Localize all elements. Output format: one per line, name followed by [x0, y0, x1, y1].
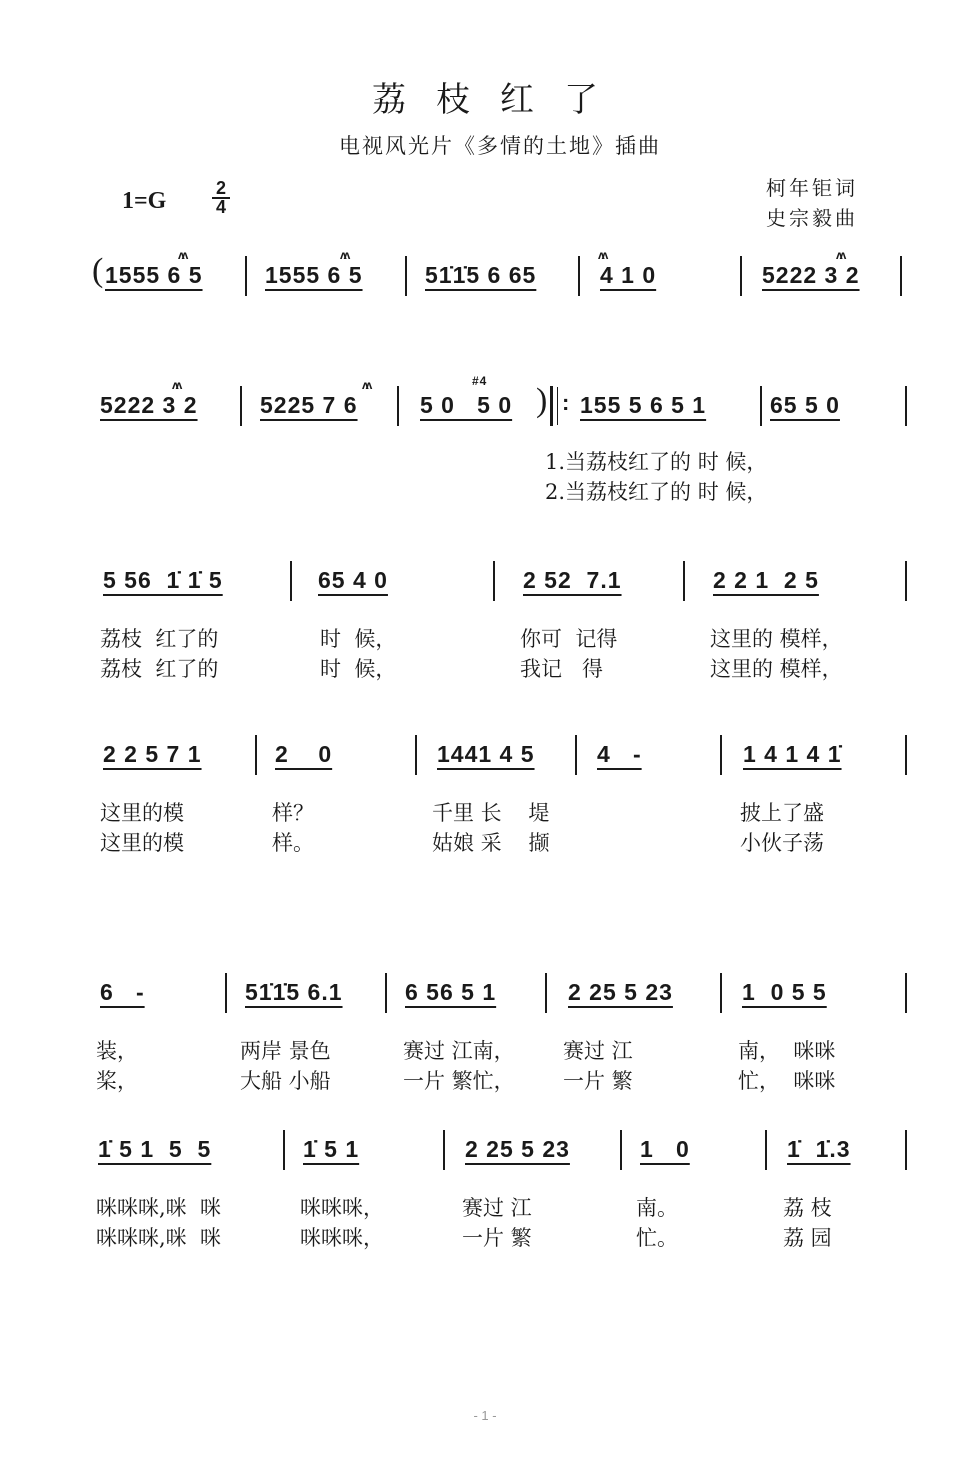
barline	[245, 256, 247, 296]
lyric-verse-1: 赛过 江	[462, 1196, 532, 1220]
barline	[765, 1130, 767, 1170]
barline	[900, 256, 902, 296]
lyric-verse-1: 披上了盛	[740, 801, 824, 825]
lyric-verse-1: 你可 记得	[520, 627, 618, 651]
barline	[578, 256, 580, 296]
key-signature: 1=G	[122, 188, 167, 214]
lyric-verse-2: 时 候，	[320, 657, 397, 681]
lyric-verse-1: 千里 长 堤	[432, 801, 550, 825]
measure: 65 4 0	[318, 567, 388, 593]
barline	[493, 561, 495, 601]
measure: 1 0 5 5	[742, 979, 827, 1005]
measure: 2 52 7.1	[523, 567, 622, 593]
lyric-verse-2: 咪咪咪,咪 咪	[96, 1226, 222, 1250]
barline	[225, 973, 227, 1013]
barline	[290, 561, 292, 601]
grace-note: #4	[472, 374, 488, 388]
barline	[760, 386, 762, 426]
lyric-verse-2: 我记 得	[520, 657, 604, 681]
repeat-dots-icon: :	[562, 390, 570, 415]
measure: 1 0	[640, 1136, 690, 1162]
barline	[905, 735, 907, 775]
lyric-verse-1: 这里的模	[100, 801, 184, 825]
lyric-verse-1: 赛过 江南，	[403, 1039, 515, 1063]
lyric-verse-1: 荔枝 红了的	[100, 627, 219, 651]
lyric-verse-1: 赛过 江	[563, 1039, 633, 1063]
barline	[720, 973, 722, 1013]
time-signature-bottom: 4	[215, 197, 226, 217]
measure: 1 4 1 4 1̇	[743, 741, 842, 767]
measure: 5 0 5 0	[420, 392, 513, 418]
lyric-verse-2: 2.当荔枝红了的 时 候，	[545, 480, 768, 504]
composer-credit: 史宗毅曲	[766, 206, 858, 230]
page-number: - 1 -	[473, 1408, 497, 1423]
measure: 2 0	[275, 741, 333, 767]
barline	[545, 973, 547, 1013]
measure: 1555 6 5	[105, 262, 203, 288]
mordent-icon: ʌʌ	[172, 378, 180, 392]
mordent-icon: ʌʌ	[178, 248, 186, 262]
measure: 6 -	[100, 979, 145, 1005]
barline	[255, 735, 257, 775]
time-signature	[212, 180, 230, 216]
lyric-verse-1: 1.当荔枝红了的 时 候，	[545, 450, 768, 474]
lyric-verse-1: 时 候，	[320, 627, 397, 651]
measure: 5222 3 2	[100, 392, 198, 418]
measure: 6 56 5 1	[405, 979, 497, 1005]
mordent-icon: ʌʌ	[340, 248, 348, 262]
lyric-verse-1: 荔 枝	[783, 1196, 832, 1220]
measure: 1̇ 1̇.3	[787, 1136, 851, 1162]
barline	[405, 256, 407, 296]
lyric-verse-1: 南， 咪咪	[738, 1039, 836, 1063]
barline	[720, 735, 722, 775]
measure: 4 -	[597, 741, 642, 767]
barline	[283, 1130, 285, 1170]
lyric-verse-2: 这里的模	[100, 831, 184, 855]
barline	[575, 735, 577, 775]
time-signature-top: 2	[212, 180, 230, 199]
lyric-verse-1: 样？	[272, 801, 314, 825]
lyric-verse-1: 咪咪咪，	[300, 1196, 384, 1220]
measure: 1̇ 5 1 5 5	[98, 1136, 212, 1162]
measure: 2 2 1 2 5	[713, 567, 819, 593]
barline	[905, 973, 907, 1013]
lyric-verse-1: 咪咪咪,咪 咪	[96, 1196, 222, 1220]
measure: 1441 4 5	[437, 741, 535, 767]
measure: 65 5 0	[770, 392, 840, 418]
measure: 4 1 0	[600, 262, 657, 288]
repeat-barline	[550, 386, 553, 426]
lyric-verse-2: 这里的 模样，	[710, 657, 843, 681]
barline	[397, 386, 399, 426]
lyric-verse-2: 荔 园	[783, 1226, 832, 1250]
measure: 51̇1̇5 6 65	[425, 262, 537, 288]
mordent-icon: ʌʌ	[362, 378, 370, 392]
mordent-icon: ʌʌ	[598, 248, 606, 262]
lyric-verse-2: 荔枝 红了的	[100, 657, 219, 681]
lyric-verse-2: 一片 繁	[563, 1069, 633, 1093]
measure: 5 56 1̇ 1̇ 5	[103, 567, 223, 593]
song-title: 荔枝红了	[372, 80, 628, 120]
lyric-verse-2: 样。	[272, 831, 314, 855]
measure: 5222 3 2	[762, 262, 860, 288]
barline	[443, 1130, 445, 1170]
lyric-verse-1: 两岸 景色	[240, 1039, 331, 1063]
lyric-verse-2: 咪咪咪，	[300, 1226, 384, 1250]
lyric-verse-1: 装，	[96, 1039, 138, 1063]
barline	[415, 735, 417, 775]
barline	[905, 1130, 907, 1170]
lyric-verse-1: 这里的 模样，	[710, 627, 843, 651]
measure: 5225 7 6	[260, 392, 358, 418]
song-subtitle: 电视风光片《多情的土地》插曲	[339, 134, 661, 158]
lyric-verse-2: 一片 繁忙，	[403, 1069, 515, 1093]
lyricist-credit: 柯年钜词	[766, 176, 858, 200]
opening-parenthesis: (	[92, 252, 104, 289]
closing-parenthesis: )	[536, 382, 548, 419]
barline	[740, 256, 742, 296]
lyric-verse-2: 大船 小船	[240, 1069, 331, 1093]
barline	[385, 973, 387, 1013]
mordent-icon: ʌʌ	[836, 248, 844, 262]
barline	[905, 561, 907, 601]
lyric-verse-2: 忙。	[636, 1226, 678, 1250]
measure: 2 25 5 23	[465, 1136, 570, 1162]
measure: 2 25 5 23	[568, 979, 673, 1005]
measure: 155 5 6 5 1	[580, 392, 707, 418]
measure: 1̇ 5 1	[303, 1136, 360, 1162]
barline	[620, 1130, 622, 1170]
measure: 2 2 5 7 1	[103, 741, 202, 767]
lyric-verse-1: 南。	[636, 1196, 678, 1220]
measure: 1555 6 5	[265, 262, 363, 288]
lyric-verse-2: 一片 繁	[462, 1226, 532, 1250]
barline	[905, 386, 907, 426]
barline	[240, 386, 242, 426]
barline	[683, 561, 685, 601]
lyric-verse-2: 姑娘 采 撷	[432, 831, 550, 855]
lyric-verse-2: 桨，	[96, 1069, 138, 1093]
measure: 51̇1̇5 6.1	[245, 979, 343, 1005]
lyric-verse-2: 小伙子荡	[740, 831, 824, 855]
lyric-verse-2: 忙， 咪咪	[738, 1069, 836, 1093]
